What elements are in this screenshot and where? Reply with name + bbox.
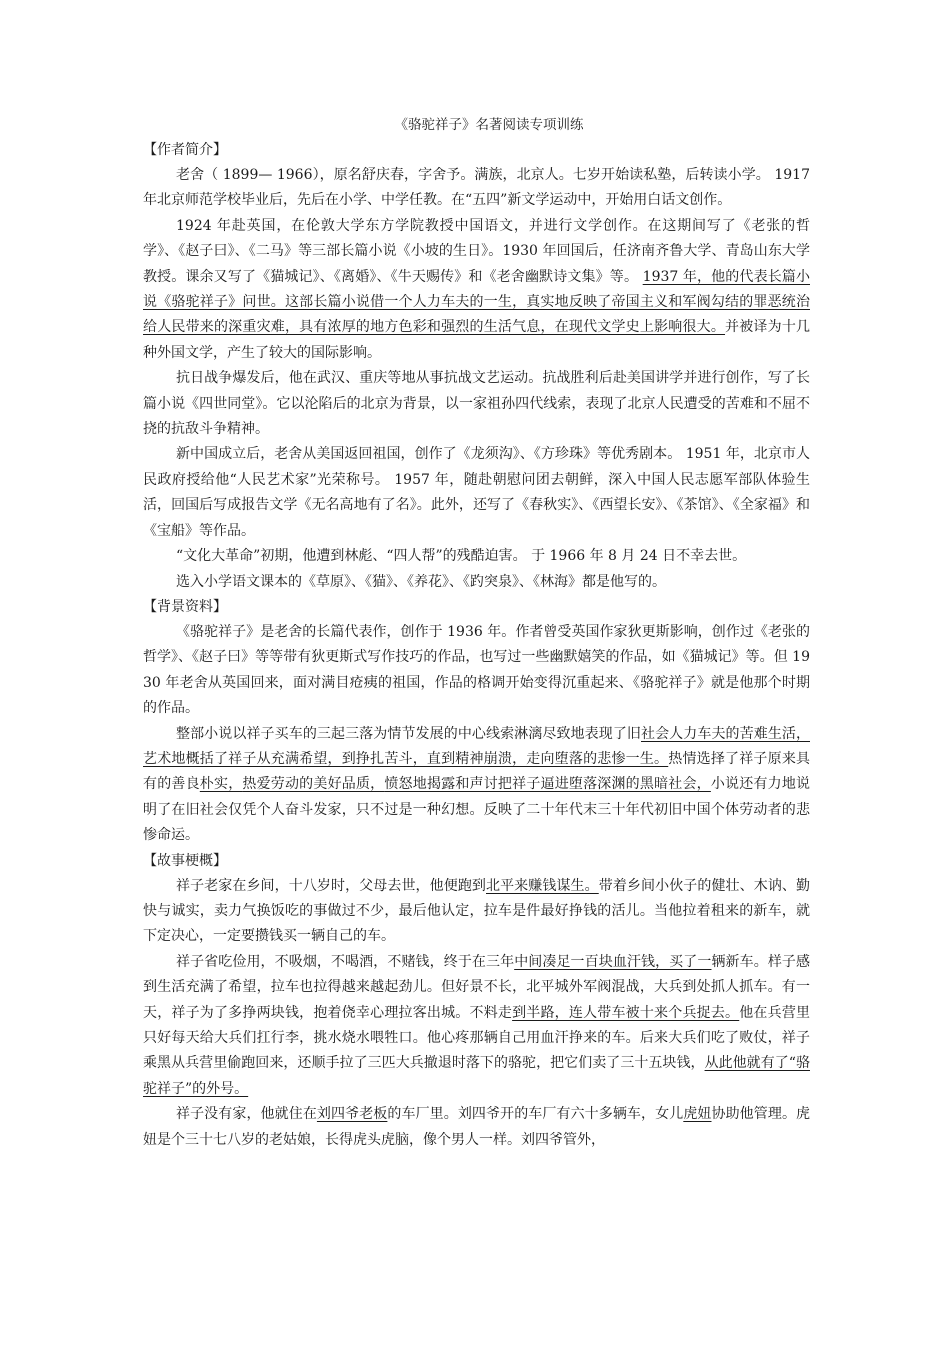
text-run: 的车厂里。刘四爷开的车厂有六十多辆车，女儿 — [387, 1106, 684, 1123]
section-heading: 【作者简介】 — [143, 142, 227, 158]
text-run: 祥子没有家，他就住在 — [176, 1106, 317, 1123]
text-run: 老舍（ 1899— 1966），原名舒庆春，字舍予。满族，北京人。七岁开始读私塾，后转读小学。 1917 年北京师范学校毕业后，先后在小学、中学任教。在“五四”新文学运动中，开始用白话文创作。 — [143, 167, 810, 209]
underlined-text: 社会人力车夫的苦难生活， — [641, 725, 810, 742]
text-run: 带着乡间小伙子的健壮、木讷、勤快与诚实，卖力气换饭吃的事做过不少，最后他认定，拉车是件最好挣钱的活儿。当他拉着租来的新车，就下定决心，一定要攒钱买一辆自己的车。 — [143, 877, 811, 945]
paragraph — [143, 163, 810, 214]
underlined-text: 中间凑足一百块血汗钱，买了一 — [514, 953, 712, 970]
paragraph — [143, 214, 810, 366]
paragraph — [143, 366, 810, 442]
paragraph — [143, 442, 810, 544]
text-run: 辆新车。样子感到生活充满了希望，拉车也拉得越来越起劲儿。但好景不长，北平城外军阀混战，大兵到处抓人抓车。有一天，祥子为了多挣两块钱，抱着侥幸心理拉客出城。不料走 — [143, 953, 811, 1021]
section-heading: 【背景资料】 — [143, 598, 227, 615]
text-run: “文化大革命”初期，他遭到林彪、“四人帮”的残酷迫害。 于 1966 年 8 月 24 日不幸去世。 — [176, 548, 747, 565]
text-run: 并被译为十几种外国文学，产生了较大的国际影响。 — [143, 319, 811, 361]
underlined-text: 愤怒地揭露和声讨把祥子逼进堕落深渊的黑暗社会， — [384, 776, 711, 793]
underlined-text: 刘四爷老板 — [316, 1106, 388, 1123]
text-run: 抗日战争爆发后，他在武汉、重庆等地从事抗战文艺运动。抗战胜利后赴美国讲学并进行创作，写了长篇小说《四世同堂》。它以沦陷后的北京为背景，以一家祖孙四代线索，表现了北京人民遭受的苦难和不屈不挠的抗敌斗争精神。 — [143, 370, 810, 438]
text-run: 整部小说以祥子买车的三起三落为情节发展的中心线索淋漓尽致地表现了旧 — [176, 725, 641, 742]
text-run: 热情选择了祥子原来具有的善良 — [143, 750, 811, 793]
text-run: 祥子老家在乡间，十八岁时，父母去世，他便跑到 — [176, 877, 486, 894]
underlined-text: 热爱劳动的美好品质， — [242, 776, 385, 793]
underlined-text: 虎妞 — [683, 1106, 712, 1123]
text-run: 1924 年赴英国，在伦敦大学东方学院教授中国语文，并进行文学创作。在这期间写了《老张的哲学》、《赵子曰》、《二马》等三部长篇小说《小坡的生日》。1930 年回国后，任济南齐鲁大学、青岛山东大学教授。课余又写了《猫城记》、《离婚》、《牛天赐传》和《老舍幽默诗文集》等。 — [143, 217, 810, 285]
underlined-text: 朴实， — [199, 776, 243, 793]
paragraph — [143, 1102, 810, 1153]
document-page — [143, 112, 810, 1153]
underlined-text: 1937 年，他的代表长篇小说《骆驼祥子》问世。这部长篇小说借一个人力车夫的一生，真实地反映了帝国主义和军阀勾结的罪恶统治给人民带来的深重灾难，具有浓厚的地方色彩和强烈的生活气息，在现代文学史上影响很大。 — [143, 268, 810, 336]
text-run: 选入小学语文课本的《草原》、《猫》、《养花》、《趵突泉》、《林海》都是他写的。 — [176, 573, 666, 590]
text-run: 《骆驼祥子》是老舍的长篇代表作，创作于 1936 年。作者曾受英国作家狄更斯影响，创作过《老张的哲学》、《赵子曰》等等带有狄更斯式写作技巧的作品，也写过一些幽默嬉笑的作品，如《猫城记》等。但 1930 年老舍从英国回来，面对满目疮痍的祖国，作品的格调开始变得沉重起来、《骆驼祥子》就是他那个时期的作品。 — [143, 623, 810, 717]
section-heading: 【故事梗概】 — [143, 852, 227, 869]
underlined-text: 到半路，连人带车被十来个兵捉去。 — [512, 1004, 740, 1021]
paragraph — [143, 950, 810, 1102]
text-run: 新中国成立后，老舍从美国返回祖国，创作了《龙须沟》、《方珍珠》等优秀剧本。 1951 年，北京市人民政府授给他“人民艺术家”光荣称号。 1957 年，随赴朝慰问团去朝鲜，深入中国人民志愿军部队体验生活，回国后写成报告文学《无名高地有了名》。此外，还写了《春秋实》、《西望长安》、《茶馆》、《全家福》和《宝船》等作品。 — [143, 446, 810, 539]
text-run: 祥子省吃俭用，不吸烟，不喝酒，不赌钱，终于在三年 — [176, 953, 515, 970]
underlined-text: 从此他就有了“骆驼祥子”的外号。 — [143, 1055, 810, 1097]
paragraph — [143, 544, 810, 569]
paragraph — [143, 620, 810, 722]
text-run: 小说还有力地说明了在旧社会仅凭个人奋斗发家，只不过是一种幻想。反映了二十年代末三十年代初旧中国个体劳动者的悲惨命运。 — [143, 776, 811, 844]
paragraph — [143, 874, 810, 950]
paragraph — [143, 570, 810, 595]
underlined-text: 艺术地概括了祥子从充满希望，到挣扎苦斗，直到精神崩溃，走向堕落的悲惨一生。 — [143, 750, 669, 767]
document-title: 《骆驼祥子》名著阅读专项训练 — [394, 117, 584, 133]
underlined-text: 北平来赚钱谋生。 — [486, 877, 599, 894]
paragraph — [143, 722, 810, 849]
text-run: 他在兵营里只好每天给大兵们扛行李，挑水烧水喂牲口。他心疼那辆自己用血汗挣来的车。后来大兵们吃了败仗，祥子乘黑从兵营里偷跑回来，还顺手拉了三匹大兵撤退时落下的骆驼，把它们卖了三十五块钱， — [143, 1004, 811, 1072]
document-body — [143, 138, 810, 1153]
text-run: 协助他管理。虎妞是个三十七八岁的老姑娘，长得虎头虎脑，像个男人一样。刘四爷管外， — [143, 1106, 811, 1148]
